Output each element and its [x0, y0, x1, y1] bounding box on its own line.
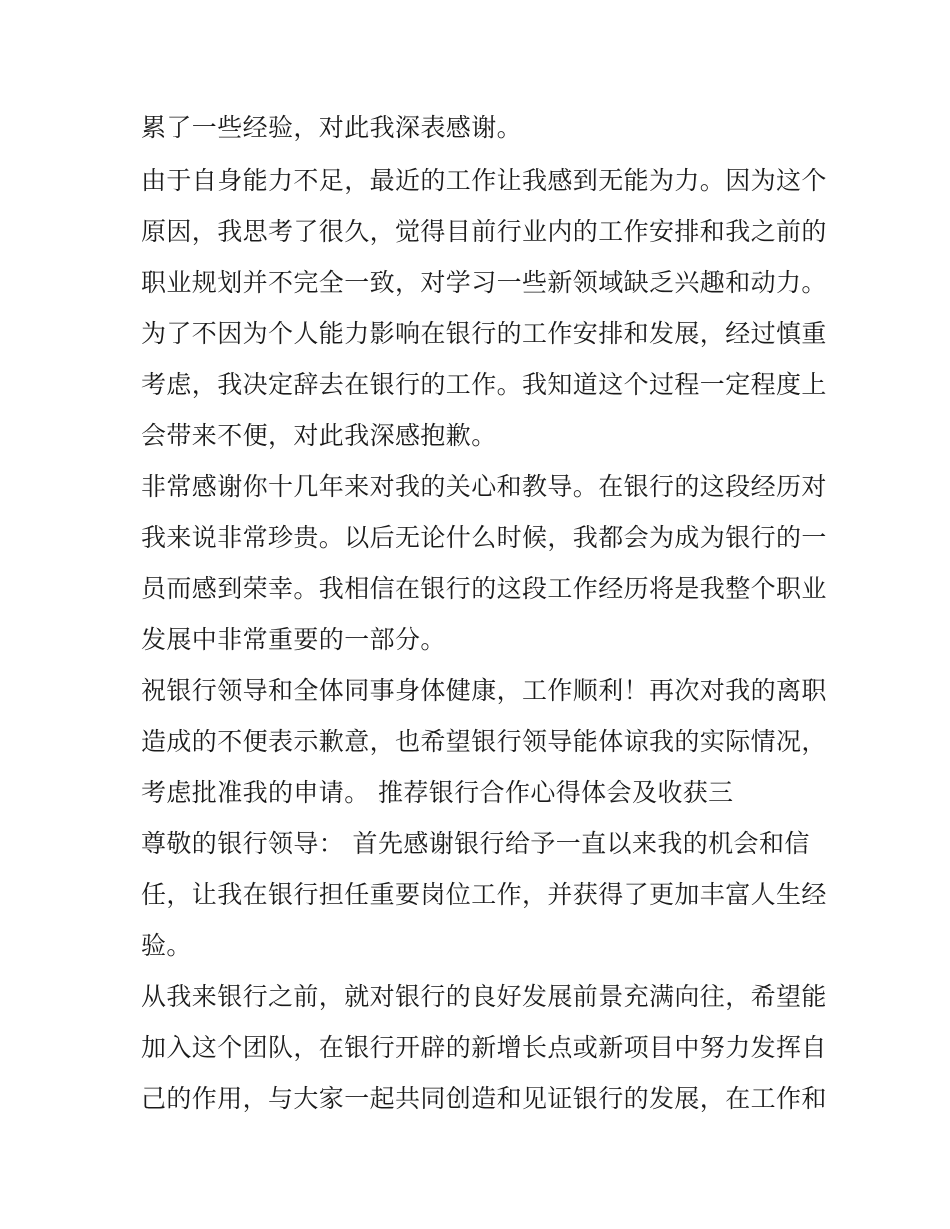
text-line: 累了一些经验，对此我深表感谢。 — [141, 113, 523, 142]
text-line: 会带来不便，对此我深感抱歉。 — [141, 421, 497, 450]
text-line: 考虑，我决定辞去在银行的工作。我知道这个过程一定程度上 — [141, 370, 827, 399]
text-line: 己的作用，与大家一起共同创造和见证银行的发展，在工作和 — [141, 1084, 827, 1113]
text-line: 考虑批准我的申请。 推荐银行合作心得体会及收获三 — [141, 778, 734, 807]
text-line: 验。 — [141, 931, 192, 960]
text-line: 原因，我思考了很久，觉得目前行业内的工作安排和我之前的 — [141, 217, 827, 246]
text-line: 尊敬的银行领导： 首先感谢银行给予一直以来我的机会和信 — [141, 829, 810, 858]
text-line: 由于自身能力不足，最近的工作让我感到无能为力。因为这个 — [141, 166, 827, 195]
text-line: 员而感到荣幸。我相信在银行的这段工作经历将是我整个职业 — [141, 574, 827, 603]
text-line: 从我来银行之前，就对银行的良好发展前景充满向往，希望能 — [141, 982, 827, 1011]
text-line: 非常感谢你十几年来对我的关心和教导。在银行的这段经历对 — [141, 472, 827, 501]
text-line: 祝银行领导和全体同事身体健康，工作顺利！再次对我的离职 — [141, 676, 827, 705]
text-line: 我来说非常珍贵。以后无论什么时候，我都会为成为银行的一 — [141, 523, 827, 552]
text-line: 为了不因为个人能力影响在银行的工作安排和发展，经过慎重 — [141, 319, 827, 348]
text-line: 任，让我在银行担任重要岗位工作，并获得了更加丰富人生经 — [141, 880, 827, 909]
text-line: 职业规划并不完全一致，对学习一些新领域缺乏兴趣和动力。 — [141, 268, 827, 297]
text-line: 加入这个团队，在银行开辟的新增长点或新项目中努力发挥自 — [141, 1033, 827, 1062]
text-line: 发展中非常重要的一部分。 — [141, 625, 446, 654]
text-line: 造成的不便表示歉意，也希望银行领导能体谅我的实际情况， — [141, 727, 827, 756]
